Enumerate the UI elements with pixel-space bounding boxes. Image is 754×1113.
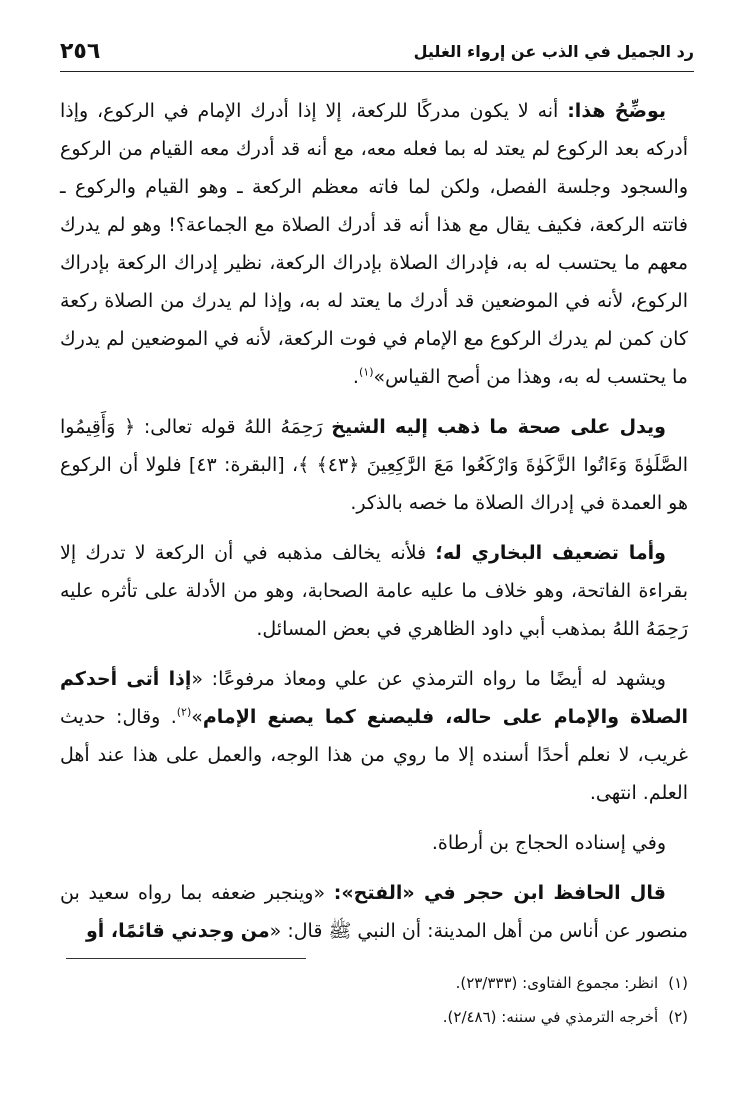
footnote-2 <box>60 1000 688 1034</box>
paragraph-text: ، [البقرة: ٤٣] فلولا أن الركوع هو العمدة في إدراك الصلاة ما خصه بالذكر. <box>60 454 688 514</box>
lead-phrase: قال الحافظ ابن حجر في «الفتح»: <box>333 882 666 904</box>
footnote-divider <box>66 958 306 959</box>
running-title: رد الجميل في الذب عن إرواء الغليل <box>413 41 694 61</box>
paragraph-text: رَحِمَهُ اللهُ قوله تعالى: <box>135 416 332 438</box>
paragraph-4 <box>60 660 688 812</box>
footnote-mark: (٢) <box>668 1008 688 1026</box>
hadith-text: من وجدني قائمًا، أو <box>85 920 270 942</box>
paragraph-2 <box>60 408 688 522</box>
footnote-1 <box>60 966 688 1000</box>
paragraph-text: . وقال: حديث غريب، لا نعلم أحدًا أسنده إلا ما روي من هذا الوجه، والعمل على هذا عند أهل العلم. انتهى. <box>60 706 688 804</box>
paragraph-5 <box>60 824 688 862</box>
paragraph-tail: . <box>352 366 359 388</box>
lead-phrase: يوضِّحُ هذا: <box>567 100 666 122</box>
page-number: ٢٥٦ <box>60 38 101 64</box>
quran-verse: ﴿ وَأَقِيمُوا الصَّلَوٰةَ وَءَاتُوا الزَّكَوٰةَ وَارْكَعُوا مَعَ الرَّٰكِعِينَ ﴿٤٣﴾ ﴾ <box>60 416 689 476</box>
paragraph-text: ويشهد له أيضًا ما رواه الترمذي عن علي ومعاذ مرفوعًا: « <box>191 668 666 690</box>
paragraph-text: وفي إسناده الحجاج بن أرطاة. <box>431 832 666 854</box>
hadith-text: إذا أتى أحدكم الصلاة والإمام على حاله، فليصنع كما يصنع الإمام <box>60 668 688 728</box>
paragraph-text: أنه لا يكون مدركًا للركعة، إلا إذا أدرك الإمام في الركوع، وإذا أدركه بعد الركوع لم يعتد له بما فعله معه، مع أنه قد أدرك معه القيام من الركوع والسجود وجلسة الفصل، ولكن لما فاته معظم الركعة ـ وهو القيام والركوع ـ فاتته الركعة، فكيف يقال مع هذا أنه قد أدرك الصلاة مع الجماعة؟! وهو لم يدرك معهم ما يحتسب له به، فإدراك الصلاة بإدراك الركعة، نظير إدراك الركعة بإدراك الركوع، لأنه في الموضعين قد أدرك ما يعتد له به، وإذا لم يدرك من الصلاة ركعة كان كمن لم يدرك الركوع مع الإمام في فوت الركعة، لأنه في الموضعين لم يدرك ما يحتسب له به، وهذا من أصح القياس» <box>60 100 688 388</box>
footnote-mark: (١) <box>668 974 688 992</box>
header-divider <box>60 71 694 72</box>
page-header <box>60 34 694 68</box>
footnote-ref: (٢) <box>176 705 192 719</box>
footnotes <box>60 966 688 1034</box>
footnote-text: انظر: مجموع الفتاوى: (٢٣/٣٣٣). <box>455 974 659 992</box>
footnote-ref: (١) <box>358 365 374 379</box>
footnote-text: أخرجه الترمذي في سننه: (٢/٤٨٦). <box>442 1008 659 1026</box>
paragraph-text: «وينجبر ضعفه بما رواه سعيد بن منصور عن أناس من أهل المدينة: أن النبي ﷺ قال: « <box>60 882 688 942</box>
paragraph-1 <box>60 92 688 396</box>
paragraph-text: » <box>191 706 203 728</box>
paragraph-3 <box>60 534 688 648</box>
paragraph-text: فلأنه يخالف مذهبه في أن الركعة لا تدرك إلا بقراءة الفاتحة، وهو خلاف ما عليه عامة الصحابة، وهو من الأدلة على تأثره عليه رَحِمَهُ اللهُ بمذهب أبي داود الظاهري في بعض المسائل. <box>60 542 688 640</box>
main-text <box>60 92 688 962</box>
lead-phrase: وأما تضعيف البخاري له؛ <box>435 542 666 564</box>
paragraph-6 <box>60 874 688 950</box>
lead-phrase: ويدل على صحة ما ذهب إليه الشيخ <box>331 416 666 438</box>
